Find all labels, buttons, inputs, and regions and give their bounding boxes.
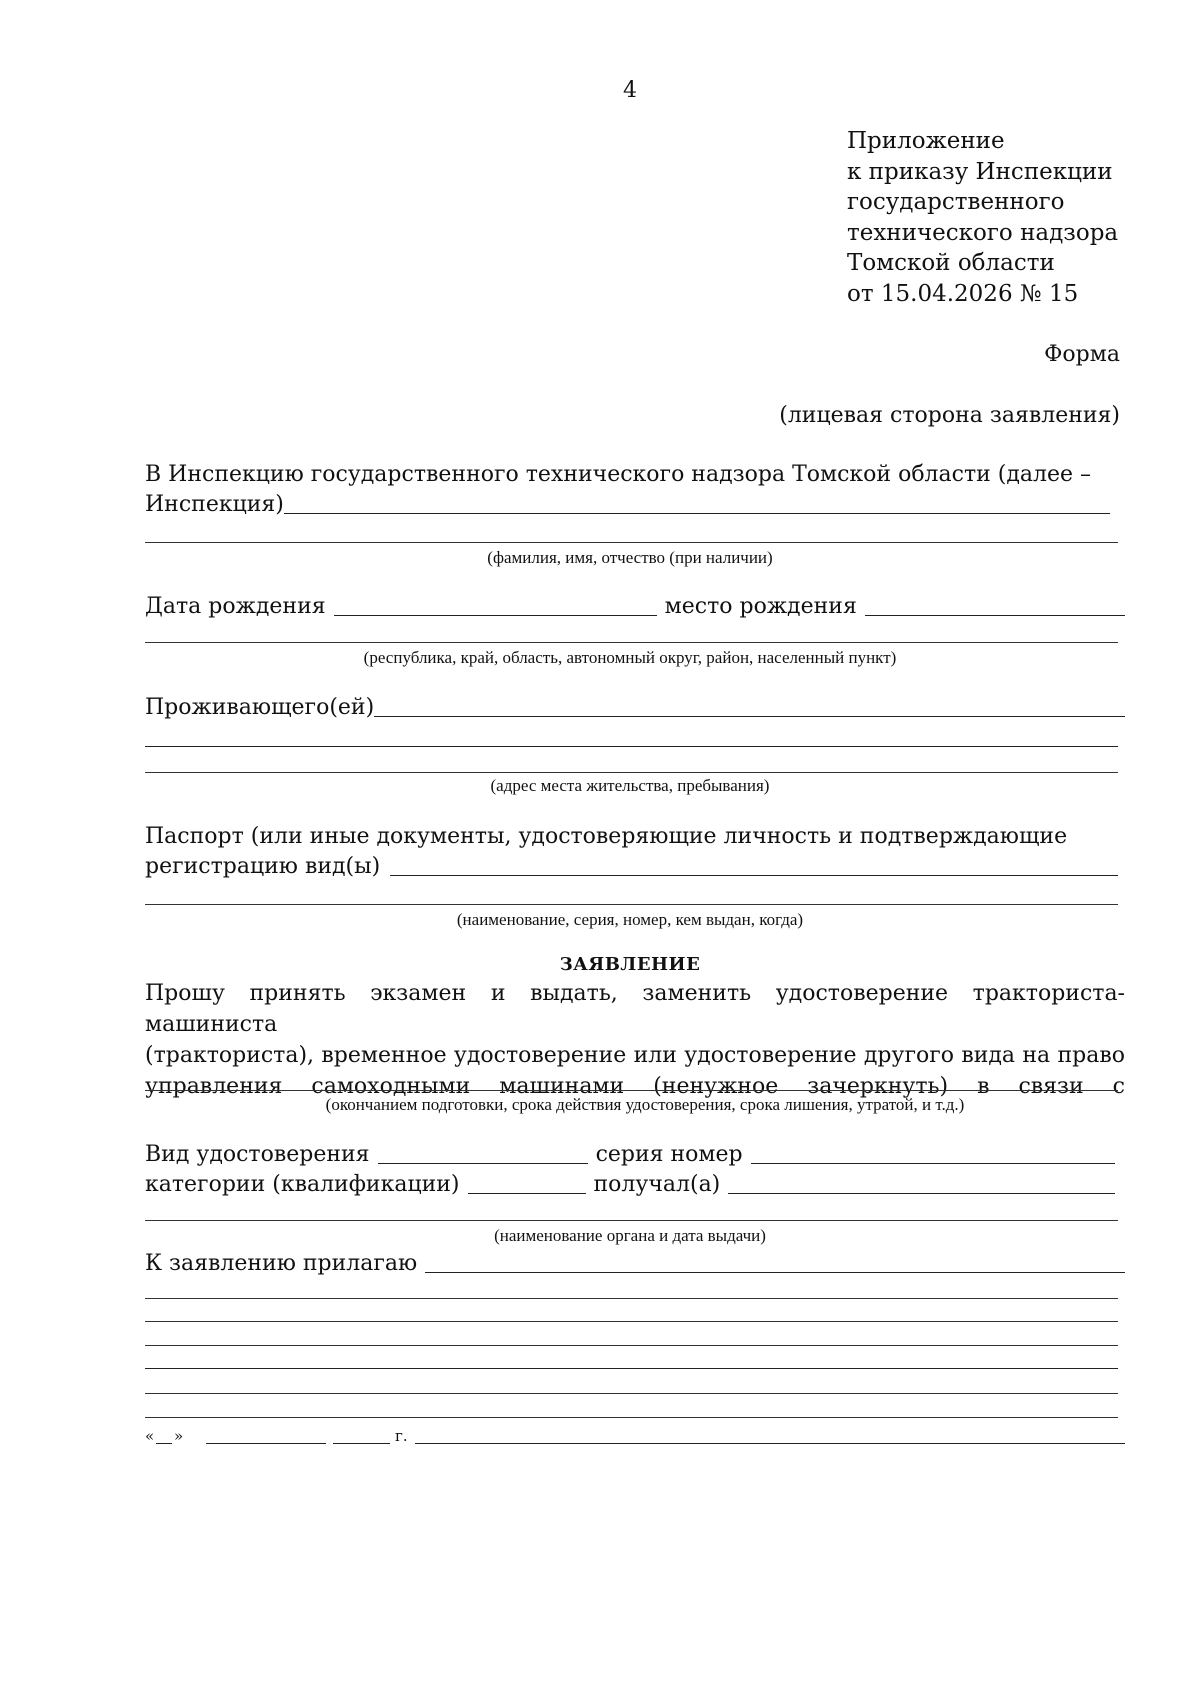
day-input-line[interactable] [156,1443,172,1444]
birth-date-input-line[interactable] [334,593,657,616]
attach-line[interactable] [145,1393,1118,1394]
attach-line[interactable] [145,1345,1118,1346]
applicant-input-line[interactable] [284,491,1110,514]
passport-input-line[interactable] [390,853,1118,876]
addressee-line: В Инспекцию государственного технического надзора Томской области (далее – [145,462,1092,487]
reason-line[interactable] [145,1090,1118,1091]
form-label: Форма [1044,342,1120,367]
cert-row [145,1140,1115,1170]
header-line: от 15.04.2026 № 15 [847,280,1079,307]
passport-label-line2: регистрацию вид(ы) [145,854,381,879]
birth-row [145,592,1125,622]
category-row [145,1170,1115,1200]
header-line: Томской области [847,250,1055,276]
birth-date-label: Дата рождения [145,594,326,619]
side-label: (лицевая сторона заявления) [779,403,1120,428]
signature-input-line[interactable] [415,1443,1125,1444]
issuer-caption: (наименование органа и дата выдачи) [494,1226,766,1245]
statement-line: управления самоходными машинами (ненужное зачеркнуть) в связи с [145,1074,1125,1099]
header-line: государственного [847,189,1065,215]
attach-line[interactable] [145,1417,1118,1418]
year-input-line[interactable] [333,1443,390,1444]
fio-caption: (фамилия, имя, отчество (при наличии) [487,548,773,567]
reason-caption: (окончанием подготовки, срока действия удостоверения, срока лишения, утратой, и т.д.) [325,1095,965,1114]
series-number-input-line[interactable] [751,1141,1115,1164]
statement-body [145,978,1125,1102]
birth-place-input-line[interactable] [865,593,1125,616]
cert-type-input-line[interactable] [378,1141,588,1164]
issuer-line[interactable] [145,1220,1118,1221]
addressee-row [145,490,1110,520]
statement-line: Прошу принять экзамен и выдать, заменить удостоверение тракториста-машиниста [145,981,1125,1037]
residing-label: Проживающего(ей) [145,695,375,720]
date-close-quote: » [174,1427,184,1445]
header-line: технического надзора [847,219,1119,246]
appendix-header [847,126,1118,309]
statement-title: ЗАЯВЛЕНИЕ [559,954,701,975]
passport-row [145,852,1118,882]
date-open-quote: « [145,1427,155,1445]
received-input-line[interactable] [728,1171,1115,1194]
page-number: 4 [623,78,637,103]
received-label: получал(а) [593,1172,721,1197]
attach-line[interactable] [145,1321,1118,1322]
address-caption: (адрес места жительства, пребывания) [490,776,770,795]
year-suffix: г. [395,1427,408,1445]
series-number-label: серия номер [595,1142,743,1167]
attach-row [145,1249,1125,1279]
addressee-label: Инспекция) [145,492,284,517]
address-line[interactable] [145,772,1118,773]
month-input-line[interactable] [206,1443,326,1444]
attach-label: К заявлению прилагаю [145,1251,418,1276]
categories-label: категории (квалификации) [145,1172,460,1197]
birth-place-label: место рождения [664,594,857,619]
attach-line[interactable] [145,1298,1118,1299]
birthplace-caption: (республика, край, область, автономный округ, район, населенный пункт) [363,648,897,667]
address-line[interactable] [145,746,1118,747]
fio-line[interactable] [145,542,1118,543]
cert-type-label: Вид удостоверения [145,1142,370,1167]
attach-line[interactable] [145,1368,1118,1369]
date-row [145,1424,1125,1448]
attach-input-line[interactable] [425,1250,1125,1273]
header-line: Приложение [847,128,1005,154]
categories-input-line[interactable] [468,1171,586,1194]
passport-line[interactable] [145,904,1118,905]
statement-line: (тракториста), временное удостоверение или удостоверение другого вида на право [145,1043,1125,1068]
header-line: к приказу Инспекции [847,158,1113,185]
residing-row [145,693,1125,723]
passport-caption: (наименование, серия, номер, кем выдан, когда) [456,910,804,929]
birth-place-line[interactable] [145,642,1118,643]
residing-input-line[interactable] [374,694,1125,717]
passport-label-line1: Паспорт (или иные документы, удостоверяющие личность и подтверждающие [145,824,1068,849]
